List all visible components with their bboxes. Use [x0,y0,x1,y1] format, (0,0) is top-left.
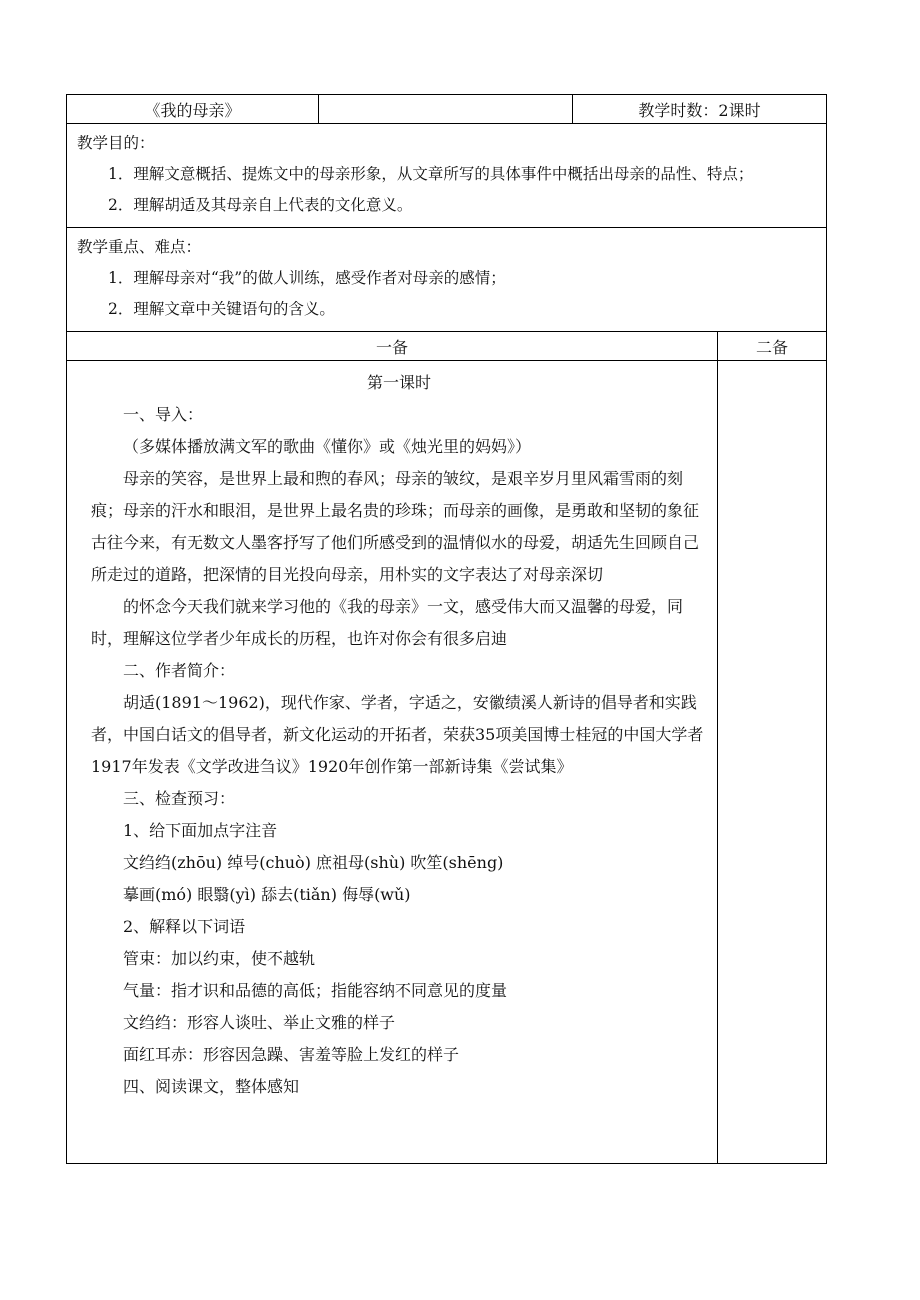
content-line: 文绉绉(zhōu) 绰号(chuò) 庶祖母(shù) 吹笙(shēng) [123,853,504,872]
keypoints-label: 教学重点、难点： [77,238,202,256]
blank-cell [319,95,573,124]
content-line: 摹画(mó) 眼翳(yì) 舔去(tiǎn) 侮辱(wǔ) [123,885,411,904]
objectives-row [67,124,827,228]
content-paragraph: 胡适(1891～1962)，现代作家、学者，字适之，安徽绩溪人新诗的倡导者和实践者，中国白话文的倡导者，新文化运动的开拓者，荣获35项美国博士桂冠的中国大学者1917年发表《文学改进刍议》1920年创作第一部新诗集《尝试集》 [91,693,704,776]
content-paragraph: 母亲的笑容，是世界上最和煦的春风；母亲的皱纹，是艰辛岁月里风霜雪雨的刻痕；母亲的汗水和眼泪，是世界上最名贵的珍珠；而母亲的画像，是勇敢和坚韧的象征古往今来，有无数文人墨客抒写了他们所感受到的温情似水的母爱，胡适先生回顾自己所走过的道路，把深情的目光投向母亲，用朴实的文字表达了对母亲深切 [91,469,700,584]
keypoint-item-1: 1．理解母亲对“我”的做人训练，感受作者对母亲的感情； [108,269,506,287]
content-line: 2、解释以下词语 [123,917,246,936]
teaching-hours-cell [573,95,827,124]
lesson-content-cell [67,361,718,1164]
objective-item-1: 1．理解文意概括、提炼文中的母亲形象，从文章所写的具体事件中概括出母亲的品性、特点； [108,165,754,183]
content-line: 气量：指才识和品德的高低；指能容纳不同意见的度量 [123,981,508,1000]
content-line: 面红耳赤：形容因急躁、害羞等脸上发红的样子 [123,1045,460,1064]
second-prep-label: 二备 [755,337,788,357]
content-line: 1、给下面加点字注音 [123,821,278,840]
header-row [67,95,827,124]
teaching-hours: 教学时数：2课时 [638,100,761,120]
content-row [67,361,827,1164]
objective-item-2: 2．理解胡适及其母亲自上代表的文化意义。 [108,196,413,214]
first-prep-header [67,332,718,361]
first-prep-label: 一备 [375,337,408,357]
content-line: 文绉绉：形容人谈吐、举止文雅的样子 [123,1013,396,1032]
lesson-title: 《我的母亲》 [144,100,241,120]
second-prep-notes-cell [718,361,827,1164]
lesson-plan-sheet [66,94,826,1164]
objectives-label: 教学目的： [77,134,155,152]
objectives-cell [67,124,827,228]
content-line: 管束：加以约束，使不越轨 [123,949,316,968]
session-title: 第一课时 [366,373,431,392]
lesson-plan-table [66,94,827,1164]
content-line: （多媒体播放满文军的歌曲《懂你》或《烛光里的妈妈》） [123,437,532,456]
content-line: 二、作者简介： [123,661,236,680]
content-paragraph: 的怀念今天我们就来学习他的《我的母亲》一文，感受伟大而又温馨的母爱，同时，理解这位学者少年成长的历程，也许对你会有很多启迪 [91,597,684,648]
content-line: 四、阅读课文，整体感知 [123,1077,300,1096]
lesson-title-cell [67,95,319,124]
content-line: 三、检查预习： [123,789,236,808]
keypoint-item-2: 2．理解文章中关键语句的含义。 [108,300,335,318]
second-prep-header [718,332,827,361]
content-line: 一、导入： [123,405,204,424]
prep-header-row [67,332,827,361]
keypoints-row [67,228,827,332]
keypoints-cell [67,228,827,332]
